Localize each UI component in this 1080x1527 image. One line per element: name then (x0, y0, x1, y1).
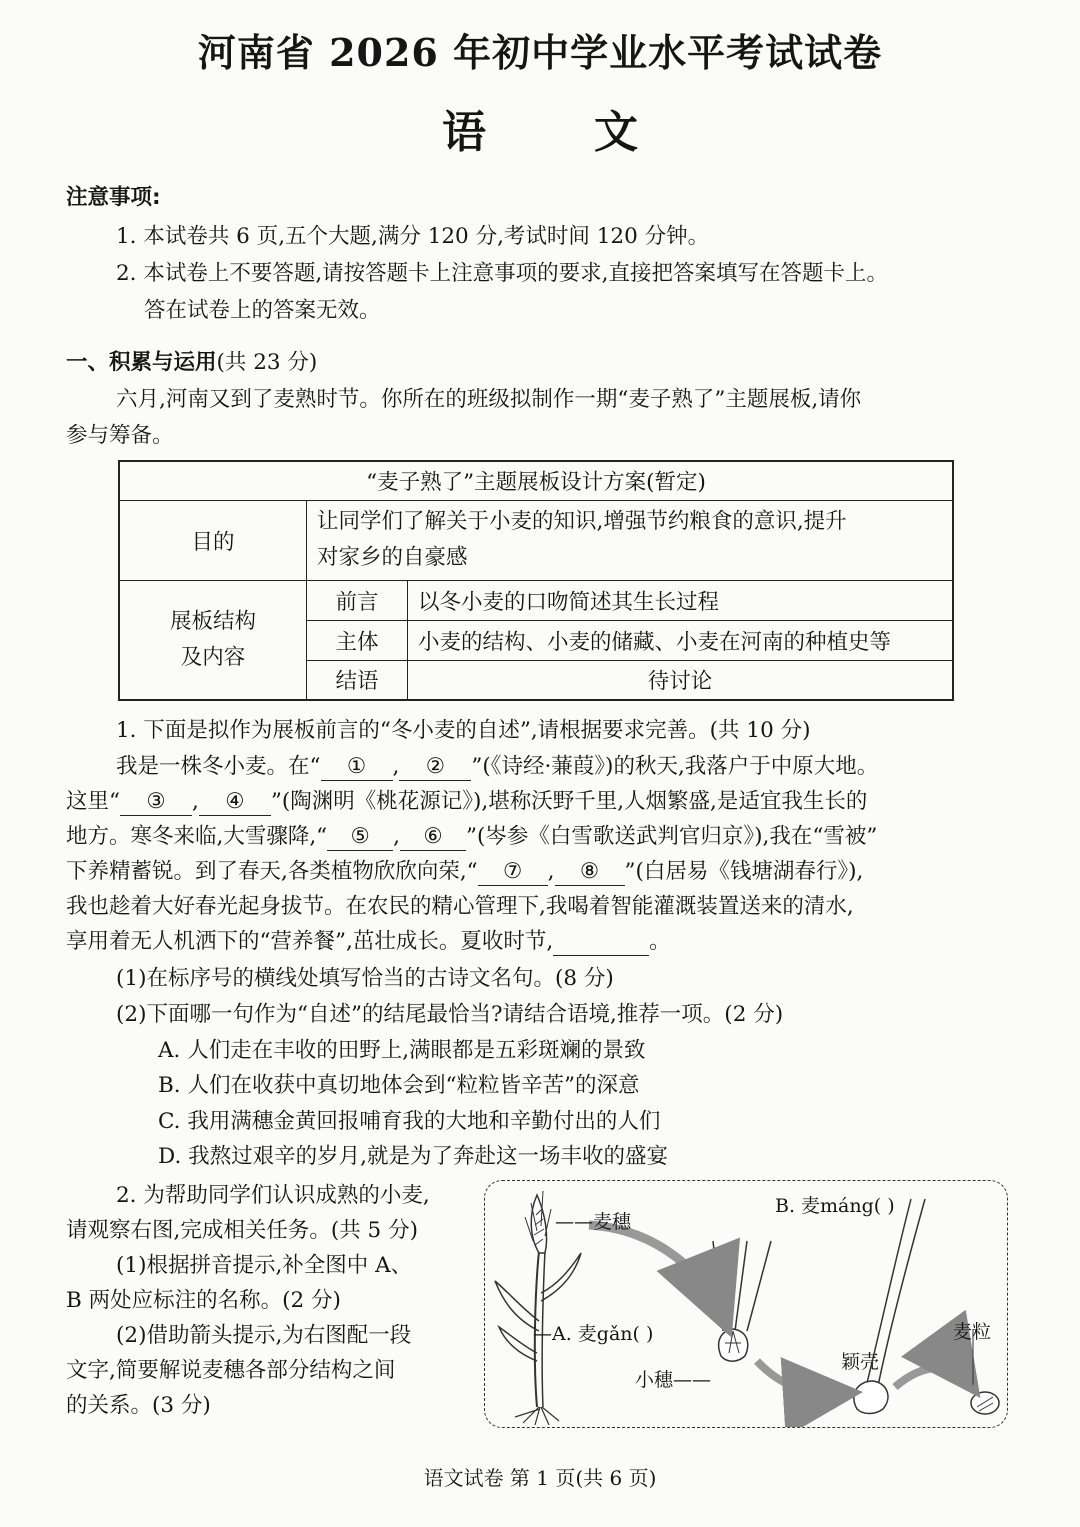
notice-item-1: 1. 本试卷共 6 页,五个大题,满分 120 分,考试时间 120 分钟。 (116, 224, 710, 249)
subject-char-2: 文 (594, 107, 638, 158)
question-2-sub-2-cont-2: 的关系。(3 分) (66, 1393, 211, 1418)
purpose-content: 让同学们了解关于小麦的知识,增强节约粮食的意识,提升 对家乡的自豪感 (307, 500, 954, 580)
question-2-sub-1-cont: B 两处应标注的名称。(2 分) (66, 1288, 341, 1313)
row-part-ending: 结语 (307, 660, 408, 700)
passage-line-4: 下养精蓄锐。到了春天,各类植物欣欣向荣,“ ⑦ , ⑧ ”(白居易《钱塘湖春行》), (66, 859, 864, 884)
blank-4: ④ (199, 789, 271, 816)
structure-label: 展板结构 及内容 (119, 580, 307, 700)
blank-ending (553, 929, 649, 956)
option-c: C. 我用满穗金黄回报哺育我的大地和辛勤付出的人们 (158, 1109, 661, 1134)
section-1-intro: 六月,河南又到了麦熟时节。你所在的班级拟制作一期“麦子熟了”主题展板,请你 (116, 387, 862, 412)
row-part-main: 主体 (307, 620, 408, 660)
option-a: A. 人们走在丰收的田野上,满眼都是五彩斑斓的景致 (158, 1038, 646, 1063)
section-1-heading: 一、积累与运用(共 23 分) (66, 350, 318, 375)
purpose-label: 目的 (119, 500, 307, 580)
section-1-intro-cont: 参与筹备。 (66, 423, 174, 448)
blank-2: ② (399, 754, 471, 781)
subject-char-1: 语 (442, 107, 486, 158)
plan-table-title: “麦子熟了”主题展板设计方案(暂定) (119, 461, 953, 500)
question-2-sub-2: (2)借助箭头提示,为右图配一段 (116, 1323, 412, 1348)
blank-1: ① (321, 754, 393, 781)
passage-line-1: 我是一株冬小麦。在“ ① , ② ”(《诗经·蒹葭》)的秋天,我落户于中原大地。 (116, 754, 879, 779)
question-2-sub-1: (1)根据拼音提示,补全图中 A、 (116, 1253, 413, 1278)
option-d: D. 我熬过艰辛的岁月,就是为了奔赴这一场丰收的盛宴 (158, 1144, 668, 1169)
question-2-line-1: 2. 为帮助同学们认识成熟的小麦, (116, 1183, 430, 1208)
notice-item-2-cont: 答在试卷上的答案无效。 (144, 298, 381, 323)
label-spikelet: 小穗—— (635, 1369, 712, 1391)
blank-8: ⑧ (555, 859, 625, 886)
blank-3: ③ (120, 789, 192, 816)
passage-line-2: 这里“ ③ , ④ ”(陶渊明《桃花源记》),堪称沃野千里,人烟繁盛,是适宜我生长的 (66, 789, 868, 814)
label-glume: 颖壳 (841, 1351, 880, 1373)
passage-line-6: 享用着无人机洒下的“营养餐”,茁壮成长。夏收时节, 。 (66, 929, 671, 954)
passage-line-3: 地方。寒冬来临,大雪骤降,“ ⑤ , ⑥ ”(岑参《白雪歌送武判官归京》),我在“雪被” (66, 824, 878, 849)
passage-line-5: 我也趁着大好春光起身拔节。在农民的精心管理下,我喝着智能灌溉装置送来的清水, (66, 894, 854, 919)
subject-title (0, 96, 1080, 160)
option-b: B. 人们在收获中真切地体会到“粒粒皆辛苦”的深意 (158, 1073, 640, 1098)
page-footer: 语文试卷 第 1 页(共 6 页) (423, 1466, 657, 1490)
exam-title: 河南省 2026 年初中学业水平考试试卷 (197, 30, 883, 75)
row-content-ending: 待讨论 (408, 660, 954, 700)
label-stem: —A. 麦gǎn( ) (533, 1323, 654, 1345)
label-awn: B. 麦máng( ) (775, 1195, 895, 1217)
notice-heading: 注意事项: (66, 185, 161, 210)
label-wheat-spike: ——麦穗 (555, 1211, 632, 1233)
question-1-stem: 1. 下面是拟作为展板前言的“冬小麦的自述”,请根据要求完善。(共 10 分) (116, 718, 811, 743)
question-2-line-2: 请观察右图,完成相关任务。(共 5 分) (66, 1218, 418, 1243)
row-content-main: 小麦的结构、小麦的储藏、小麦在河南的种植史等 (408, 620, 954, 660)
question-1-sub-1: (1)在标序号的横线处填写恰当的古诗文名句。(8 分) (116, 966, 614, 991)
question-2-sub-2-cont: 文字,简要解说麦穗各部分结构之间 (66, 1358, 396, 1383)
blank-5: ⑤ (327, 824, 393, 851)
row-part-preface: 前言 (307, 580, 408, 620)
blank-6: ⑥ (400, 824, 466, 851)
blank-7: ⑦ (478, 859, 548, 886)
question-1-sub-2: (2)下面哪一句作为“自述”的结尾最恰当?请结合语境,推荐一项。(2 分) (116, 1002, 784, 1027)
wheat-structure-figure (484, 1180, 1008, 1428)
row-content-preface: 以冬小麦的口吻简述其生长过程 (408, 580, 954, 620)
plan-table (118, 460, 954, 701)
label-grain: 麦粒 (953, 1321, 992, 1343)
notice-item-2: 2. 本试卷上不要答题,请按答题卡上注意事项的要求,直接把答案填写在答题卡上。 (116, 261, 889, 286)
